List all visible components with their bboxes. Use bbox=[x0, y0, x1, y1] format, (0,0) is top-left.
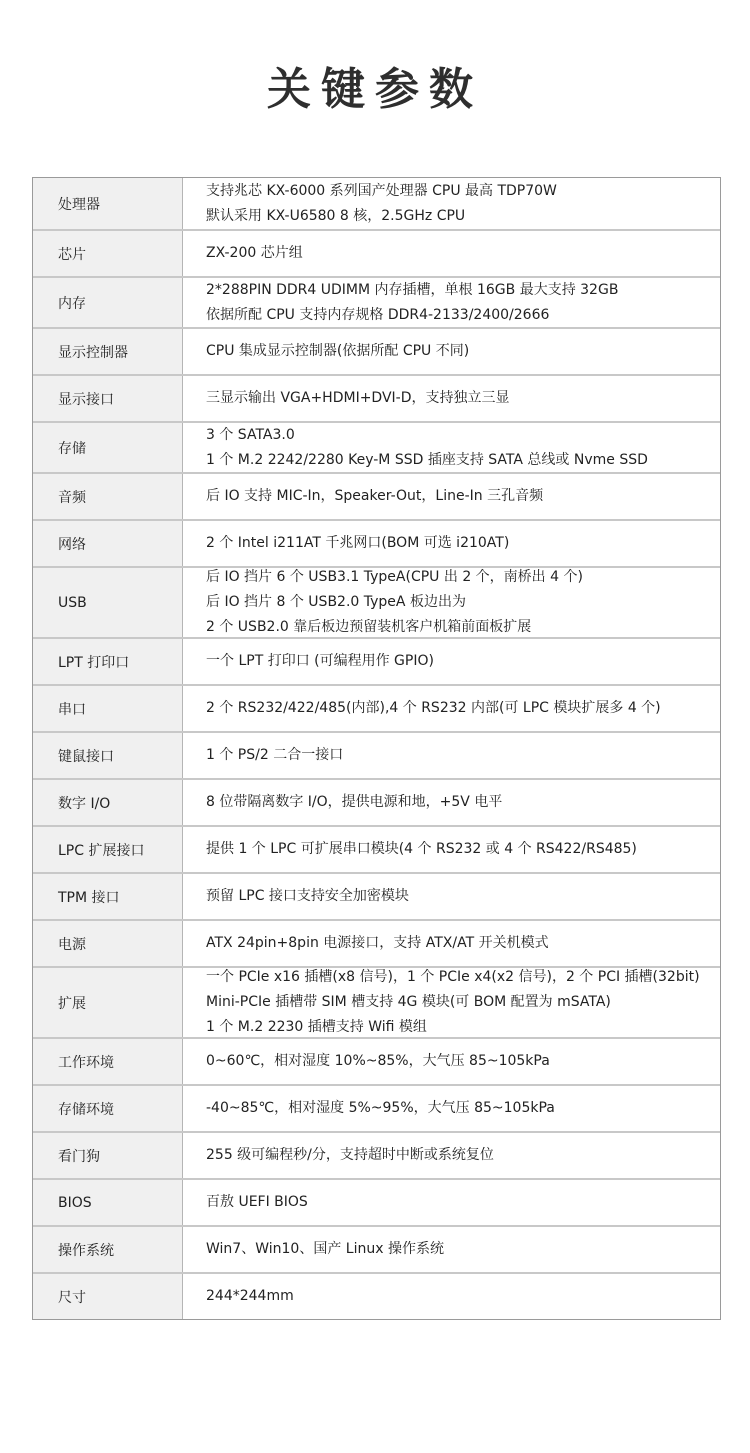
spec-label: BIOS bbox=[33, 1180, 183, 1225]
spec-value bbox=[183, 733, 720, 778]
spec-label: 操作系统 bbox=[33, 1227, 183, 1272]
spec-value-line: 后 IO 挡片 6 个 USB3.1 TypeA(CPU 出 2 个，南桥出 4 个) bbox=[206, 569, 583, 585]
spec-value-line: 后 IO 支持 MIC-In，Speaker-Out，Line-In 三孔音频 bbox=[206, 488, 544, 504]
spec-value bbox=[183, 639, 720, 684]
spec-value-line: 提供 1 个 LPC 可扩展串口模块(4 个 RS232 或 4 个 RS422/RS485) bbox=[206, 841, 637, 857]
spec-row bbox=[33, 1178, 720, 1225]
spec-value-line: 1 个 PS/2 二合一接口 bbox=[206, 747, 344, 763]
spec-row bbox=[33, 778, 720, 825]
spec-value-line: 2 个 Intel i211AT 千兆网口(BOM 可选 i210AT) bbox=[206, 535, 510, 551]
spec-value-line: 一个 LPT 打印口 (可编程用作 GPIO) bbox=[206, 653, 434, 669]
spec-value bbox=[183, 874, 720, 919]
spec-label: 存储 bbox=[33, 423, 183, 472]
spec-label: 数字 I/O bbox=[33, 780, 183, 825]
spec-value-line: 预留 LPC 接口支持安全加密模块 bbox=[206, 888, 409, 904]
spec-label: 网络 bbox=[33, 521, 183, 566]
spec-label: 处理器 bbox=[33, 178, 183, 229]
spec-row bbox=[33, 374, 720, 421]
spec-value-line: CPU 集成显示控制器(依据所配 CPU 不同) bbox=[206, 343, 470, 359]
spec-value-line: 三显示输出 VGA+HDMI+DVI-D，支持独立三显 bbox=[206, 390, 510, 406]
spec-value bbox=[183, 1086, 720, 1131]
spec-value-line: 一个 PCIe x16 插槽(x8 信号)，1 个 PCIe x4(x2 信号)，2 个 PCI 插槽(32bit) bbox=[206, 969, 700, 985]
spec-row bbox=[33, 1225, 720, 1272]
spec-row bbox=[33, 421, 720, 472]
spec-row bbox=[33, 1272, 720, 1319]
spec-value-line: 默认采用 KX-U6580 8 核，2.5GHz CPU bbox=[206, 207, 466, 224]
spec-value-line: 百敖 UEFI BIOS bbox=[206, 1194, 308, 1210]
spec-value-line: 支持兆芯 KX-6000 系列国产处理器 CPU 最高 TDP70W bbox=[206, 182, 557, 199]
spec-row bbox=[33, 825, 720, 872]
spec-value bbox=[183, 521, 720, 566]
spec-value bbox=[183, 231, 720, 276]
spec-value-line: 3 个 SATA3.0 bbox=[206, 426, 295, 443]
spec-row bbox=[33, 637, 720, 684]
spec-value bbox=[183, 1274, 720, 1319]
spec-label: 尺寸 bbox=[33, 1274, 183, 1319]
spec-row bbox=[33, 684, 720, 731]
spec-value-line: 255 级可编程秒/分，支持超时中断或系统复位 bbox=[206, 1147, 494, 1163]
spec-value bbox=[183, 329, 720, 374]
spec-value bbox=[183, 178, 720, 229]
spec-row bbox=[33, 472, 720, 519]
spec-row bbox=[33, 276, 720, 327]
spec-label: 串口 bbox=[33, 686, 183, 731]
spec-row bbox=[33, 966, 720, 1037]
spec-value-line: 2*288PIN DDR4 UDIMM 内存插槽，单根 16GB 最大支持 32GB bbox=[206, 281, 619, 298]
spec-value bbox=[183, 278, 720, 327]
spec-label: 显示控制器 bbox=[33, 329, 183, 374]
spec-table bbox=[32, 177, 721, 1320]
spec-value bbox=[183, 1039, 720, 1084]
spec-label: 工作环境 bbox=[33, 1039, 183, 1084]
spec-row bbox=[33, 1084, 720, 1131]
spec-label: 音频 bbox=[33, 474, 183, 519]
spec-label: 键鼠接口 bbox=[33, 733, 183, 778]
spec-label: 扩展 bbox=[33, 968, 183, 1037]
spec-row bbox=[33, 1131, 720, 1178]
spec-value-line: 1 个 M.2 2242/2280 Key-M SSD 插座支持 SATA 总线或 Nvme SSD bbox=[206, 451, 648, 468]
spec-row bbox=[33, 327, 720, 374]
spec-row bbox=[33, 919, 720, 966]
spec-value bbox=[183, 780, 720, 825]
spec-row bbox=[33, 519, 720, 566]
spec-value bbox=[183, 686, 720, 731]
spec-row bbox=[33, 872, 720, 919]
spec-row bbox=[33, 1037, 720, 1084]
spec-value-line: 2 个 USB2.0 靠后板边预留装机客户机箱前面板扩展 bbox=[206, 619, 532, 635]
spec-value-line: 后 IO 挡片 8 个 USB2.0 TypeA 板边出为 bbox=[206, 594, 466, 610]
spec-value bbox=[183, 968, 720, 1037]
spec-label: TPM 接口 bbox=[33, 874, 183, 919]
spec-label: 显示接口 bbox=[33, 376, 183, 421]
spec-label: 芯片 bbox=[33, 231, 183, 276]
spec-value bbox=[183, 827, 720, 872]
spec-value-line: Win7、Win10、国产 Linux 操作系统 bbox=[206, 1241, 444, 1257]
spec-value bbox=[183, 568, 720, 637]
spec-value-line: 依据所配 CPU 支持内存规格 DDR4-2133/2400/2666 bbox=[206, 306, 550, 323]
spec-value-line: 0~60℃，相对湿度 10%~85%，大气压 85~105kPa bbox=[206, 1053, 550, 1069]
spec-value-line: 1 个 M.2 2230 插槽支持 Wifi 模组 bbox=[206, 1019, 427, 1035]
spec-value-line: 2 个 RS232/422/485(内部),4 个 RS232 内部(可 LPC 模块扩展多 4 个) bbox=[206, 700, 661, 716]
spec-value bbox=[183, 921, 720, 966]
spec-value-line: Mini-PCIe 插槽带 SIM 槽支持 4G 模块(可 BOM 配置为 mSATA) bbox=[206, 994, 611, 1010]
spec-label: 看门狗 bbox=[33, 1133, 183, 1178]
spec-value-line: 8 位带隔离数字 I/O，提供电源和地，+5V 电平 bbox=[206, 794, 503, 810]
spec-value bbox=[183, 474, 720, 519]
spec-value-line: ATX 24pin+8pin 电源接口，支持 ATX/AT 开关机模式 bbox=[206, 935, 549, 951]
spec-row bbox=[33, 566, 720, 637]
spec-value-line: 244*244mm bbox=[206, 1288, 294, 1304]
spec-label: USB bbox=[33, 568, 183, 637]
spec-label: LPC 扩展接口 bbox=[33, 827, 183, 872]
spec-value-line: ZX-200 芯片组 bbox=[206, 245, 303, 261]
spec-value bbox=[183, 423, 720, 472]
spec-label: 内存 bbox=[33, 278, 183, 327]
spec-label: 存储环境 bbox=[33, 1086, 183, 1131]
spec-value-line: -40~85℃，相对湿度 5%~95%，大气压 85~105kPa bbox=[206, 1100, 555, 1116]
spec-value bbox=[183, 1133, 720, 1178]
spec-value bbox=[183, 1227, 720, 1272]
spec-label: 电源 bbox=[33, 921, 183, 966]
spec-row bbox=[33, 731, 720, 778]
page-title: 关键参数 bbox=[267, 64, 483, 115]
spec-row bbox=[33, 229, 720, 276]
spec-row bbox=[33, 178, 720, 229]
spec-value bbox=[183, 376, 720, 421]
spec-value bbox=[183, 1180, 720, 1225]
spec-label: LPT 打印口 bbox=[33, 639, 183, 684]
